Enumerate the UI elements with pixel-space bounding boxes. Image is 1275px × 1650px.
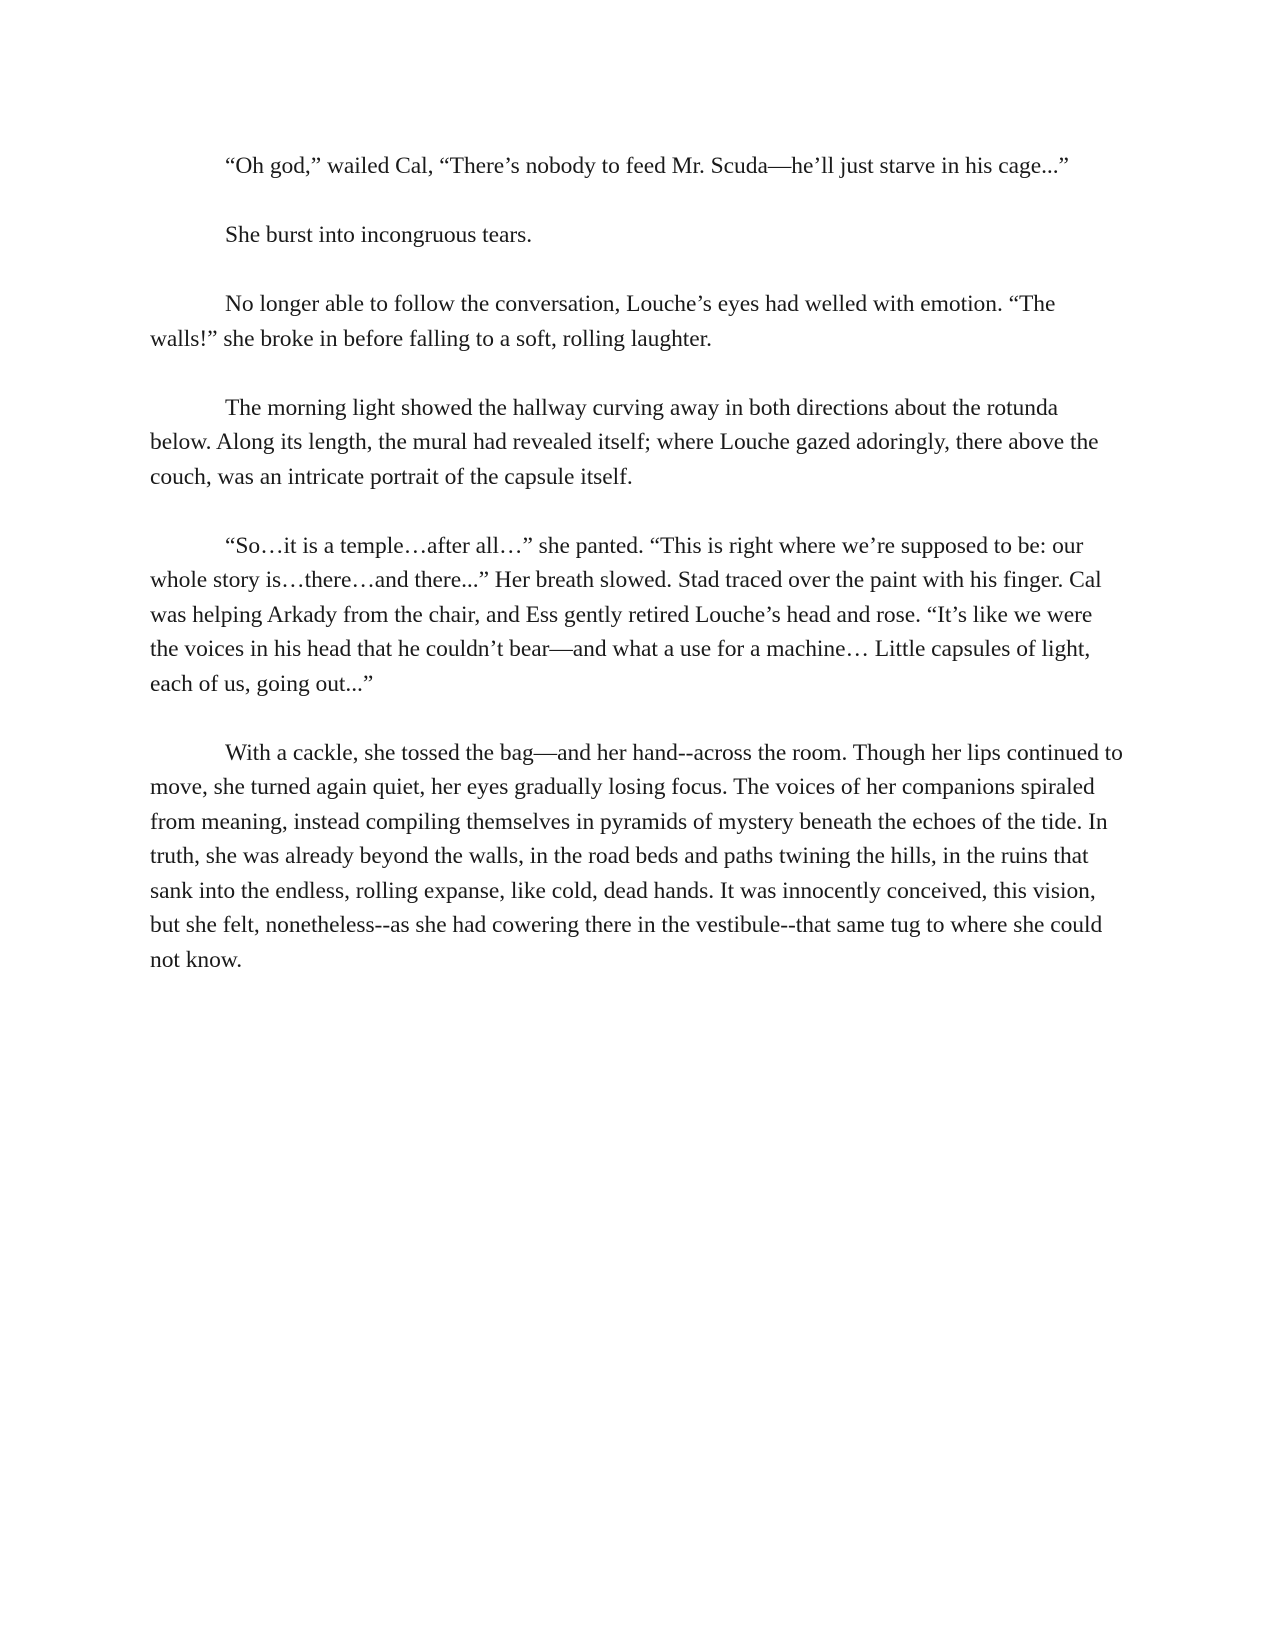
page-text (150, 149, 1125, 1012)
paragraph: “So…it is a temple…after all…” she panted. “This is right where we’re supposed to be: our whole story is…there…and there...” Her breath slowed. Stad traced over the paint with his finger. Cal was helping Arkady from the chair, and Ess gently retired Louche’s head and rose. “It’s like we were the voices in his head that he couldn’t bear—and what a use for a machine… Little capsules of light, each of us, going out...” (150, 532, 1102, 697)
paragraph: “Oh god,” wailed Cal, “There’s nobody to feed Mr. Scuda—he’ll just starve in his cage...” (225, 153, 1069, 179)
paragraph: The morning light showed the hallway curving away in both directions about the rotunda below. Along its length, the mural had revealed itself; where Louche gazed adoringly, there above the couch, was an intricate portrait of the capsule itself. (150, 394, 1099, 490)
paragraph: No longer able to follow the conversation, Louche’s eyes had welled with emotion. “The walls!” she broke in before falling to a soft, rolling laughter. (150, 291, 1056, 352)
paragraph: With a cackle, she tossed the bag—and her hand--across the room. Though her lips continued to move, she turned again quiet, her eyes gradually losing focus. The voices of her companions spiraled from meaning, instead compiling themselves in pyramids of mystery beneath the echoes of the tide. In truth, she was already beyond the walls, in the road beds and paths twining the hills, in the ruins that sank into the endless, rolling expanse, like cold, dead hands. It was innocently conceived, this vision, but she felt, nonetheless--as she had cowering there in the vestibule--that same tug to where she could not know. (150, 739, 1123, 973)
paragraph: She burst into incongruous tears. (225, 222, 533, 248)
